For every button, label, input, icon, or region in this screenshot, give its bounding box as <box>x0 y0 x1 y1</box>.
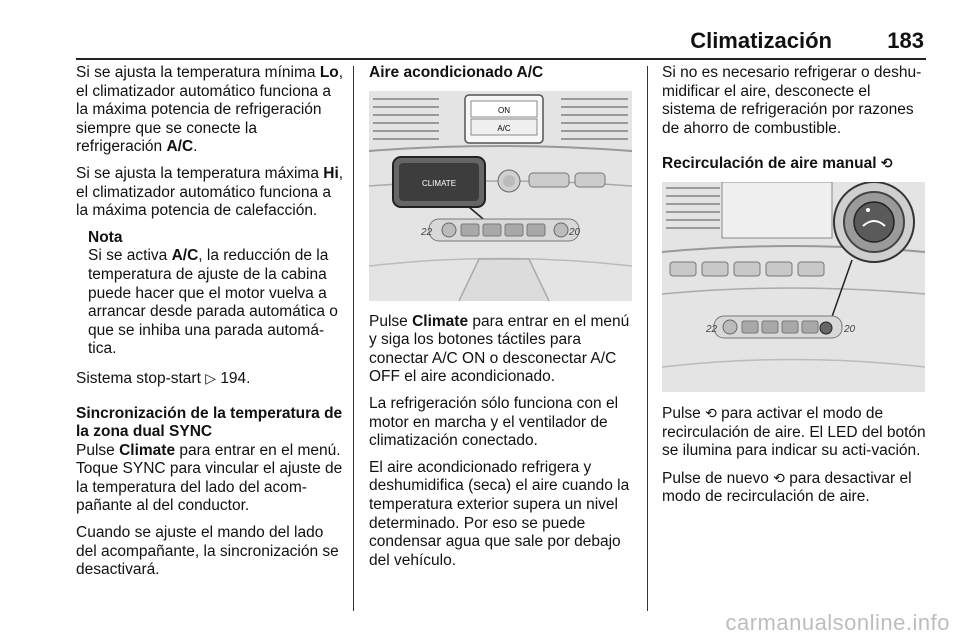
recirculation-heading: Recirculación de aire manual ⟲ <box>662 155 893 173</box>
recirculation-paragraph-1: Pulse ⟲ para activar el modo de recirculación de aire. El LED del botón se ilumina para indicar su acti-vación. <box>662 404 926 460</box>
fig-temp-left: 22 <box>421 226 433 238</box>
header-rule <box>76 58 926 60</box>
recirculation-icon: ⟲ <box>773 469 785 486</box>
recirculation-icon: ⟲ <box>705 404 717 421</box>
page-number: 183 <box>887 28 924 53</box>
note-box <box>88 229 344 359</box>
ac-paragraph-3: El aire acondicionado refrigera y deshumidifica (seca) el aire cuando la temperatura exterior supera un nivel determinado. Por eso se puede condensar agua que sale por debajo del vehículo. <box>369 458 630 569</box>
column-1 <box>76 64 344 588</box>
climate-panel-figure <box>369 91 632 301</box>
note-text: Si se activa A/C, la reducción de la temperatura de ajuste de la cabina puede hacer que el motor vuelva a arrancar desde parada automática o que se inhiba una parada automá-tica. <box>88 247 338 358</box>
fig-temp-right: 20 <box>844 323 856 335</box>
stop-start-reference: Sistema stop-start ▷ 194. <box>76 369 251 387</box>
recirculation-icon: ⟲ <box>880 155 893 172</box>
sync-paragraph-2: Cuando se ajuste el mando del lado del acompañante, la sincronización se desactivará. <box>76 524 339 579</box>
intro-paragraph: Si no es necesario refrigerar o deshu-midificar el aire, desconecte el sistema de refrigeración por razones de ahorro de combustible. <box>662 64 922 137</box>
ac-heading: Aire acondicionado A/C <box>369 64 544 81</box>
column-2 <box>369 64 635 578</box>
column-divider-2 <box>647 66 648 611</box>
ac-paragraph-1: Pulse Climate para entrar en el menú y siga los botones táctiles para conectar A/C ON o desconectar A/C OFF el aire acondicionado. <box>369 312 630 386</box>
recirculation-figure <box>662 182 925 392</box>
fig-temp-left: 22 <box>706 323 718 335</box>
fig-climate-label: CLIMATE <box>421 178 457 188</box>
watermark: carmanualsonline.info <box>725 610 950 635</box>
sync-paragraph-1: Pulse Climate para entrar en el menú. Toque SYNC para vincular el ajuste de la temperatura del lado del acom-pañante al del conductor. <box>76 441 343 515</box>
recirculation-illustration <box>662 182 925 392</box>
page-reference-link[interactable]: 194. <box>220 369 251 387</box>
sync-heading: Sincronización de la temperatura de la zona dual SYNC <box>76 404 343 441</box>
climate-panel-illustration <box>369 91 632 301</box>
fig-ac-label: A/C <box>497 123 511 133</box>
fig-on-label: ON <box>498 105 510 115</box>
page-title: Climatización <box>690 28 832 53</box>
recirculation-paragraph-2: Pulse de nuevo ⟲ para desactivar el modo de recirculación de aire. <box>662 469 912 506</box>
paragraph-hi: Si se ajusta la temperatura máxima Hi, el climatizador automático funciona a la máxima potencia de calefacción. <box>76 164 344 220</box>
page-reference-arrow-icon: ▷ <box>205 369 216 386</box>
column-3 <box>662 64 926 515</box>
column-divider-1 <box>353 66 354 611</box>
note-title: Nota <box>88 228 123 246</box>
ac-paragraph-2: La refrigeración sólo funciona con el motor en marcha y el ventilador de climatización conectado. <box>369 394 619 450</box>
paragraph-lo: Si se ajusta la temperatura mínima Lo, el climatizador automático funciona a la máxima potencia de refrigeración siempre que se conecte la refrigeración A/C. <box>76 64 344 156</box>
fig-temp-right: 20 <box>569 226 581 238</box>
